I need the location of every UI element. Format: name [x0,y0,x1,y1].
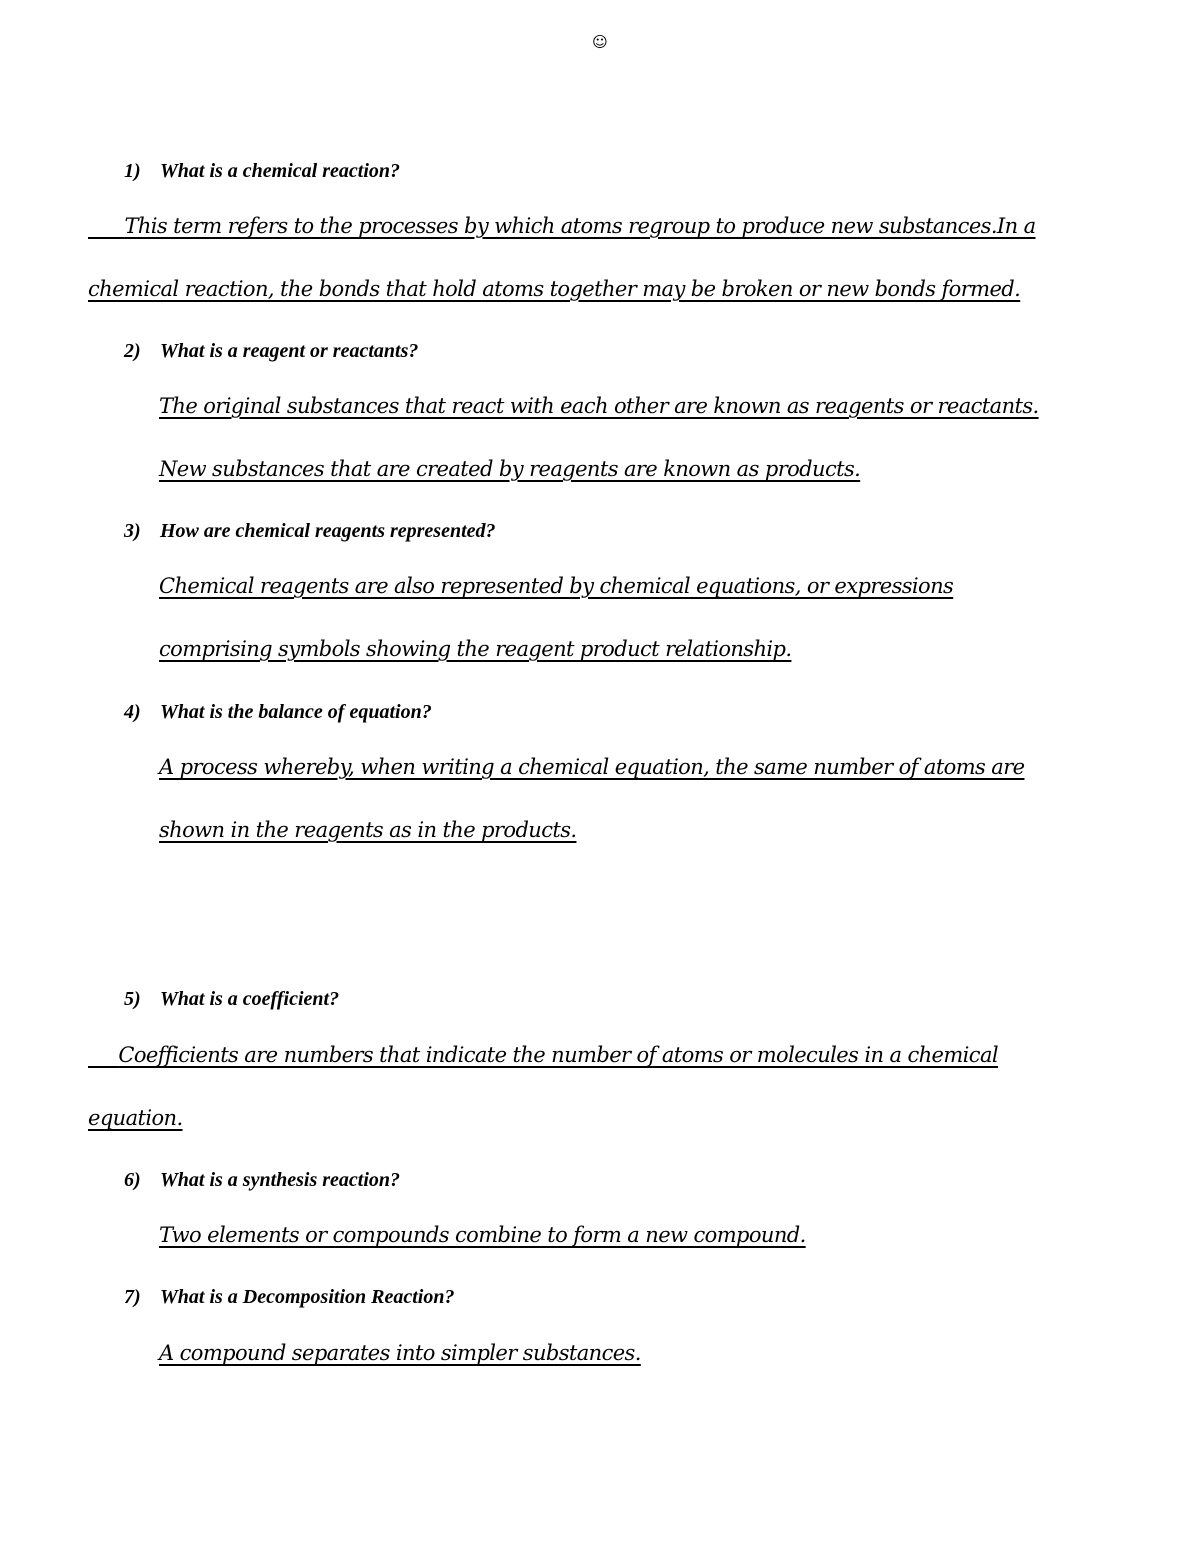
question-number: 6) [124,1169,141,1191]
answer-5-line-2: equation. [88,1106,183,1130]
answer-4-line-1: A process whereby, when writing a chemical equation, the same number of atoms are [159,755,1025,779]
question-number: 7) [124,1286,141,1308]
answer-3-line-1: Chemical reagents are also represented by chemical equations, or expressions [159,574,954,598]
answer-text: Coefficients are numbers that indicate the number of atoms or molecules in a chemical [118,1043,998,1067]
question-3 [124,519,496,543]
answer-1-line-2: chemical reaction, the bonds that hold atoms together may be broken or new bonds formed. [88,277,1021,301]
question-6 [124,1168,400,1192]
question-number: 1) [124,160,141,182]
question-number: 5) [124,988,141,1010]
question-number: 3) [124,520,141,542]
smiley-icon: ☺ [592,33,608,51]
indent-space [88,214,124,238]
question-4 [124,700,432,724]
answer-text: This term refers to the processes by which atoms regroup to produce new substances.In a [124,214,1036,238]
answer-5-line-1 [88,1042,998,1068]
question-text: What is a reagent or reactants? [160,340,419,362]
question-text: What is a synthesis reaction? [160,1169,401,1191]
question-number: 2) [124,340,141,362]
answer-1-line-1 [88,213,1036,239]
question-7 [124,1285,454,1309]
answer-4-line-2: shown in the reagents as in the products. [159,818,577,842]
answer-6-line-1: Two elements or compounds combine to form a new compound. [159,1223,806,1247]
answer-2-line-1: The original substances that react with each other are known as reagents or reactants. [159,394,1039,418]
answer-7-line-1: A compound separates into simpler substances. [159,1341,641,1365]
question-text: What is a Decomposition Reaction? [160,1286,455,1308]
question-text: How are chemical reagents represented? [160,520,496,542]
answer-3-line-2: comprising symbols showing the reagent product relationship. [159,637,792,661]
answer-2-line-2: New substances that are created by reagents are known as products. [159,457,861,481]
question-2 [124,339,418,363]
question-text: What is a coefficient? [160,988,340,1010]
indent-space [88,1043,118,1067]
question-text: What is the balance of equation? [160,701,432,723]
question-1 [124,159,400,183]
question-text: What is a chemical reaction? [160,160,400,182]
question-number: 4) [124,701,141,723]
question-5 [124,987,339,1011]
